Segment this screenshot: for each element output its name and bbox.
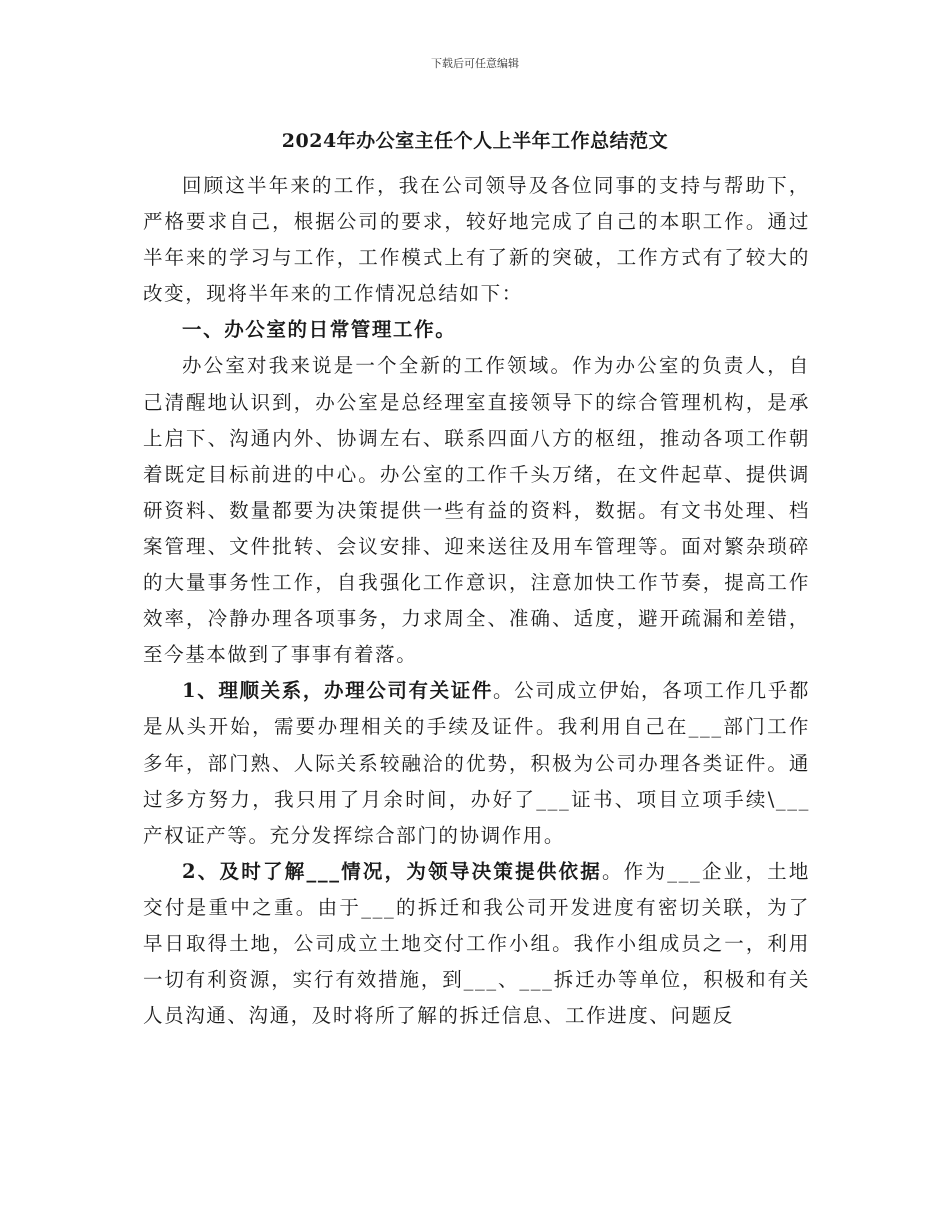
item2-body: 。作为___企业，土地交付是重中之重。由于___的拆迁和我公司开发进度有密切关联，为了早日取得土地，公司成立土地交付工作小组。我作小组成员之一，利用一切有利资源，实行有效措施，到___、___拆迁办等单位，积极和有关人员沟通、沟通，及时将所了解的拆迁信息、工作进度、问题反 [143, 859, 810, 1028]
item1-paragraph [143, 673, 810, 853]
header-note: 下载后可任意编辑 [431, 57, 519, 70]
item1-lead: 1、理顺关系，办理公司有关证件 [182, 679, 494, 703]
item1-body: 。公司成立伊始，各项工作几乎都是从头开始，需要办理相关的手续及证件。我利用自己在___部门工作多年，部门熟、人际关系较融洽的优势，积极为公司办理各类证件。通过多方努力，我只用了月余时间，办好了___证书、项目立项手续\___产权证产等。充分发挥综合部门的协调作用。 [143, 679, 810, 847]
document-title: 2024年办公室主任个人上半年工作总结范文 [281, 130, 669, 152]
intro-paragraph: 回顾这半年来的工作，我在公司领导及各位同事的支持与帮助下，严格要求自己，根据公司的要求，较好地完成了自己的本职工作。通过半年来的学习与工作，工作模式上有了新的突破，工作方式有了较大的改变，现将半年来的工作情况总结如下： [143, 174, 810, 306]
item2-paragraph [143, 854, 810, 1034]
item2-lead: 2、及时了解___情况，为领导决策提供依据 [182, 859, 603, 883]
document-body [143, 168, 810, 1034]
section1-heading: 一、办公室的日常管理工作。 [182, 318, 457, 342]
section1-paragraph: 办公室对我来说是一个全新的工作领域。作为办公室的负责人，自己清醒地认识到，办公室是总经理室直接领导下的综合管理机构，是承上启下、沟通内外、协调左右、联系四面八方的枢纽，推动各项工作朝着既定目标前进的中心。办公室的工作千头万绪，在文件起草、提供调研资料、数量都要为决策提供一些有益的资料，数据。有文书处理、档案管理、文件批转、会议安排、迎来送往及用车管理等。面对繁杂琐碎的大量事务性工作，自我强化工作意识，注意加快工作节奏，提高工作效率，冷静办理各项事务，力求周全、准确、适度，避开疏漏和差错，至今基本做到了事事有着落。 [143, 354, 810, 667]
